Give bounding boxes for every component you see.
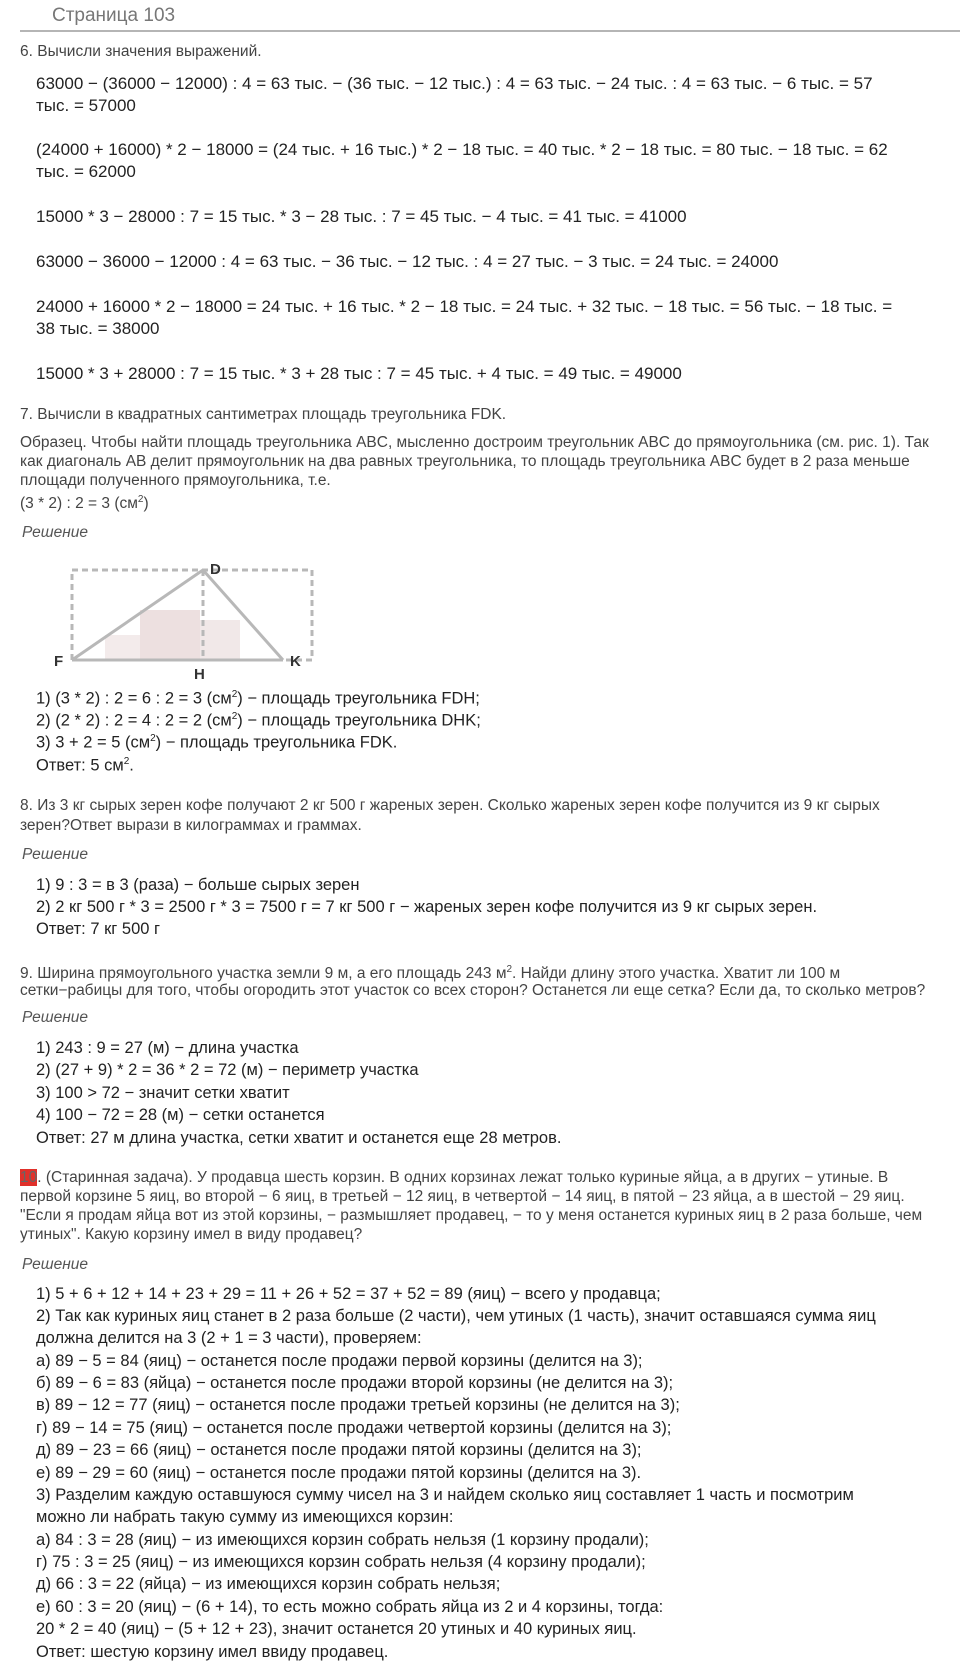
task-9-title: сетки−рабицы для того, чтобы огородить этот участок со всех сторон? Останется ли еще сетка? Если да, то сколько метров?	[20, 982, 926, 999]
figure-blur-shape	[105, 610, 240, 660]
task-7-sample-line: как диагональ AB делит прямоугольник на два равных треугольника, то площадь треугольника ABC будет в 2 раза меньше	[20, 453, 910, 470]
task-8-step: 2) 2 кг 500 г * 3 = 2500 г * 3 = 7500 г = 7 кг 500 г − жареных зерен кофе получится из 9 кг сырых зерен.	[36, 898, 818, 916]
task-9-step: 2) (27 + 9) * 2 = 36 * 2 = 72 (м) − периметр участка	[36, 1061, 419, 1079]
task-10-step: г) 89 − 14 = 75 (яиц) − останется после продажи четвертой корзины (делится на 3);	[36, 1419, 672, 1437]
task-9-solution-label: Решение	[22, 1009, 89, 1026]
task-10-solution-label: Решение	[22, 1256, 89, 1273]
task-10-step: д) 89 − 23 = 66 (яиц) − останется после продажи пятой корзины (делится на 3);	[36, 1441, 642, 1459]
task-10-step: 1) 5 + 6 + 12 + 14 + 23 + 29 = 11 + 26 + 52 = 37 + 52 = 89 (яиц) − всего у продавца;	[36, 1285, 661, 1303]
task-10-step: е) 60 : 3 = 20 (яиц) − (6 + 14), то есть можно собрать яйца из 2 и 4 корзины, тогда:	[36, 1598, 664, 1616]
task-9-step: 3) 100 > 72 − значит сетки хватит	[36, 1084, 290, 1102]
task-10-step: а) 89 − 5 = 84 (яиц) − останется после продажи первой корзины (делится на 3);	[36, 1352, 643, 1370]
task-7-solution-label: Решение	[22, 524, 89, 541]
task-7-title: 7. Вычисли в квадратных сантиметрах площадь треугольника FDK.	[20, 406, 507, 423]
task-7-step: 1) (3 * 2) : 2 = 6 : 2 = 3 $(см^2)$ − площадь треугольника FDH;	[36, 689, 480, 708]
page-header	[20, 0, 960, 32]
task-7-step: 3) 3 + 2 = 5 $(см^2)$ − площадь треугольника FDK.	[36, 733, 398, 752]
label-h: H	[194, 666, 205, 680]
task-10-title: "Если я продам яйца вот из этой корзины, − размышляет продавец, − то у меня останется куриных яиц в 2 раза больше, чем	[20, 1207, 923, 1224]
task-10-step: можно ли набрать такую сумму из имеющихся корзин:	[36, 1508, 454, 1526]
task-7-formula: (3 * 2) : 2 = 3 $(см^2)$	[20, 494, 149, 513]
task-10-step: д) 66 : 3 = 22 (яйца) − из имеющихся корзин собрать нельзя;	[36, 1575, 501, 1593]
task-10-title: 10. (Старинная задача). У продавца шесть корзин. В одних корзинах лежат только куриные яйца, а в других − утиные. В	[20, 1169, 889, 1186]
task-6-line: 15000 * 3 + 28000 : 7 = 15 тыс. * 3 + 28 тыс : 7 = 45 тыс. + 4 тыс. = 49 тыс. = 49000	[36, 364, 682, 383]
task-10-number-badge: 10	[20, 1169, 38, 1186]
task-9-answer: Ответ: 27 м длина участка, сетки хватит и останется еще 28 метров.	[36, 1129, 562, 1147]
task-10-title: первой корзине 5 яиц, во второй − 6 яиц, в третьей − 12 яиц, в четвертой − 14 яиц, в пятой − 23 яйца, а в шестой − 29 яиц.	[20, 1188, 905, 1205]
task-10-step: должна делится на 3 (2 + 1 = 3 части), проверяем:	[36, 1329, 422, 1347]
task-8-solution-label: Решение	[22, 846, 89, 863]
task-6-title: 6. Вычисли значения выражений.	[20, 43, 262, 60]
task-7-answer: Ответ: 5 $см^2$.	[36, 756, 134, 775]
label-f: F	[54, 653, 64, 670]
task-7-step: 2) (2 * 2) : 2 = 4 : 2 = 2 $(см^2)$ − площадь треугольника DHK;	[36, 711, 481, 730]
task-6-line: 63000 − (36000 − 12000) : 4 = 63 тыс. − (36 тыс. − 12 тыс.) : 4 = 63 тыс. − 24 тыс. : 4 = 63 тыс. − 6 тыс. = 57	[36, 74, 873, 93]
task-10-step: а) 84 : 3 = 28 (яиц) − из имеющихся корзин собрать нельзя (1 корзину продали);	[36, 1531, 649, 1549]
task-6-line: 24000 + 16000 * 2 − 18000 = 24 тыс. + 16 тыс. * 2 − 18 тыс. = 24 тыс. + 32 тыс. − 18 тыс. = 56 тыс. − 18 тыс. =	[36, 297, 893, 316]
task-9-title: 9. Ширина прямоугольного участка земли 9 м, а его площадь 243 $м^2$. Найди длину этого участка. Хватит ли 100 м	[20, 964, 841, 983]
task-7-sample-line: площади полученного прямоугольника, т.е.	[20, 472, 331, 489]
task-9-step: 4) 100 − 72 = 28 (м) − сетки останется	[36, 1106, 325, 1124]
task-8-title: 8. Из 3 кг сырых зерен кофе получают 2 кг 500 г жареных зерен. Сколько жареных зерен кофе получится из 9 кг сырых	[20, 797, 880, 814]
task-9-step: 1) 243 : 9 = 27 (м) − длина участка	[36, 1039, 299, 1057]
task-10-step: е) 89 − 29 = 60 (яиц) − останется после продажи пятой корзины (делится на 3).	[36, 1464, 642, 1482]
task-6-line: (24000 + 16000) * 2 − 18000 = (24 тыс. + 16 тыс.) * 2 − 18 тыс. = 40 тыс. * 2 − 18 тыс. = 80 тыс. − 18 тыс. = 62	[36, 140, 888, 159]
task-6-line: тыс. = 57000	[36, 96, 136, 115]
task-6-line: 38 тыс. = 38000	[36, 319, 160, 338]
task-8-step: 1) 9 : 3 = в 3 (раза) − больше сырых зерен	[36, 876, 360, 894]
task-10-step: 20 * 2 = 40 (яиц) − (5 + 12 + 23), значит останется 20 утиных и 40 куриных яиц.	[36, 1620, 637, 1638]
task-10-step: в) 89 − 12 = 77 (яиц) − останется после продажи третьей корзины (не делится на 3);	[36, 1396, 680, 1414]
task-7-sample-line: Образец. Чтобы найти площадь треугольника ABC, мысленно достроим треугольник ABC до прямоугольника (см. рис. 1). Так	[20, 434, 929, 451]
task-8-answer: Ответ: 7 кг 500 г	[36, 920, 161, 938]
task-10-answer: Ответ: шестую корзину имел ввиду продавец.	[36, 1643, 389, 1661]
page-title: Страница 103	[52, 5, 176, 26]
task-8-title: зерен?Ответ вырази в килограммах и граммах.	[20, 817, 362, 834]
task-10-step: б) 89 − 6 = 83 (яйца) − останется после продажи второй корзины (не делится на 3);	[36, 1374, 674, 1392]
task-10-step: г) 75 : 3 = 25 (яиц) − из имеющихся корзин собрать нельзя (4 корзину продали);	[36, 1553, 646, 1571]
task-10-step: 2) Так как куриных яиц станет в 2 раза больше (2 части), чем утиных (1 часть), значит оставшаяся сумма яиц	[36, 1307, 876, 1325]
label-d: D	[210, 561, 221, 578]
task-10-step: 3) Разделим каждую оставшуюся сумму чисел на 3 и найдем сколько яиц составляет 1 часть и посмотрим	[36, 1486, 854, 1504]
task-6-line: 15000 * 3 − 28000 : 7 = 15 тыс. * 3 − 28 тыс. : 7 = 45 тыс. − 4 тыс. = 41 тыс. = 41000	[36, 207, 687, 226]
task-10-title: утиных". Какую корзину имел в виду продавец?	[20, 1226, 363, 1243]
task-6-line: 63000 − 36000 − 12000 : 4 = 63 тыс. − 36 тыс. − 12 тыс. : 4 = 27 тыс. − 3 тыс. = 24 тыс. = 24000	[36, 252, 779, 271]
label-k: K	[290, 653, 301, 670]
triangle-figure	[50, 555, 330, 680]
task-6-line: тыс. = 62000	[36, 162, 136, 181]
